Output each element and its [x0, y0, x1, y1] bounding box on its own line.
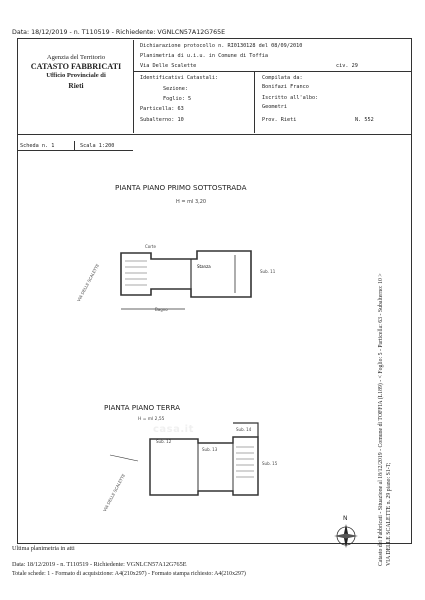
plan1-floorplan: [85, 225, 305, 335]
compilata-albo: Geometri: [262, 104, 287, 110]
scheda-scale: Scala 1:200: [80, 143, 115, 149]
footer-totale: Totale schede: 1 - Formato di acquisizione: A4(210x297) - Formato stampa richiesto: A4(210x297): [12, 571, 246, 577]
footer-data: Data: 18/12/2019 - n. T110519 - Richiedente: VGNLCN57A12G765E: [12, 561, 187, 568]
svg-text:Sub. 15: Sub. 15: [262, 461, 278, 466]
compilata-iscritto: Iscritto all'albo:: [262, 95, 319, 101]
compilata-name: Bonifazi Franco: [262, 84, 309, 90]
plan1-height: H = ml 3,20: [176, 199, 207, 205]
plan1-title: PIANTA PIANO PRIMO SOTTOSTRADA: [115, 183, 247, 192]
protocol-street: Via Delle Scalette: [140, 63, 197, 69]
agency-block: [19, 40, 134, 133]
request-meta: Data: 18/12/2019 - n. T110519 - Richiedente: VGNLCN57A12G765E: [12, 29, 226, 36]
identificativi-foglio: Foglio: 5: [163, 96, 192, 102]
plan2-floorplan: [98, 415, 298, 515]
identificativi-subalterno: Subalterno: 10: [140, 117, 184, 123]
scheda-row: [18, 141, 133, 151]
identificativi-particella: Particella: 63: [140, 106, 184, 112]
scheda-divider: [74, 141, 75, 150]
svg-text:Sub. 13: Sub. 13: [202, 447, 218, 452]
side-situation-text: [378, 273, 394, 566]
agency-office: Ufficio Provinciale di: [46, 72, 106, 80]
side-text-line2: VIA DELLE SCALETTE n. 29 piano: S1-T;: [385, 462, 392, 566]
plan1-label-bath: Bagno: [155, 307, 168, 312]
compilata-number: N. 552: [355, 117, 374, 123]
header-divider: [134, 71, 411, 72]
identificativi-title: Identificativi Catastali:: [140, 75, 219, 81]
header-column-divider: [254, 71, 255, 133]
protocol-planimetria: Planimetria di u.i.u. in Comune di Toffia: [140, 53, 269, 59]
svg-text:Sub. 12: Sub. 12: [156, 439, 172, 444]
plan2-height: H = ml 2,55: [138, 417, 165, 422]
plan1-label-room: Stanza: [197, 264, 211, 269]
agency-city: Rieti: [68, 80, 84, 90]
plan1-label-sub: Sub. 11: [260, 269, 276, 274]
watermark-text: casa.it: [153, 424, 194, 435]
footer-ultima: Ultima planimetria in atti: [12, 545, 75, 552]
protocol-declaration: Dichiarazione protocollo n. RI0130128 del 08/09/2010: [140, 43, 303, 49]
side-text-line1: Catasto dei Fabbricati - Situazione al 18/12/2019 - Comune di TOFFIA (L189) - < Foglio: 5 - Particella: 63 - Subalterno: 10 >: [378, 273, 384, 566]
compilata-title: Compilata da:: [262, 75, 303, 81]
plan1-street-label: VIA DELLE SCALETTE: [76, 262, 101, 303]
plan1-label-corte: Corte: [145, 244, 156, 249]
svg-text:Sub. 14: Sub. 14: [236, 427, 252, 432]
plan2-title: PIANTA PIANO TERRA: [104, 403, 181, 412]
scheda-number: Scheda n. 1: [20, 143, 55, 149]
identificativi-sezione: Sezione:: [163, 86, 188, 92]
plan2-street-label: VIA DELLE SCALETTE: [102, 472, 127, 513]
protocol-civic: civ. 29: [336, 63, 358, 69]
compilata-prov: Prov. Rieti: [262, 117, 297, 123]
header-bottom-line: [18, 134, 411, 135]
north-arrow-icon: [333, 516, 359, 550]
agency-name: Agenzia del Territorio: [46, 54, 106, 61]
agency-registry: CATASTO FABBRICATI: [30, 62, 122, 72]
compass-north-label: N: [343, 515, 348, 522]
